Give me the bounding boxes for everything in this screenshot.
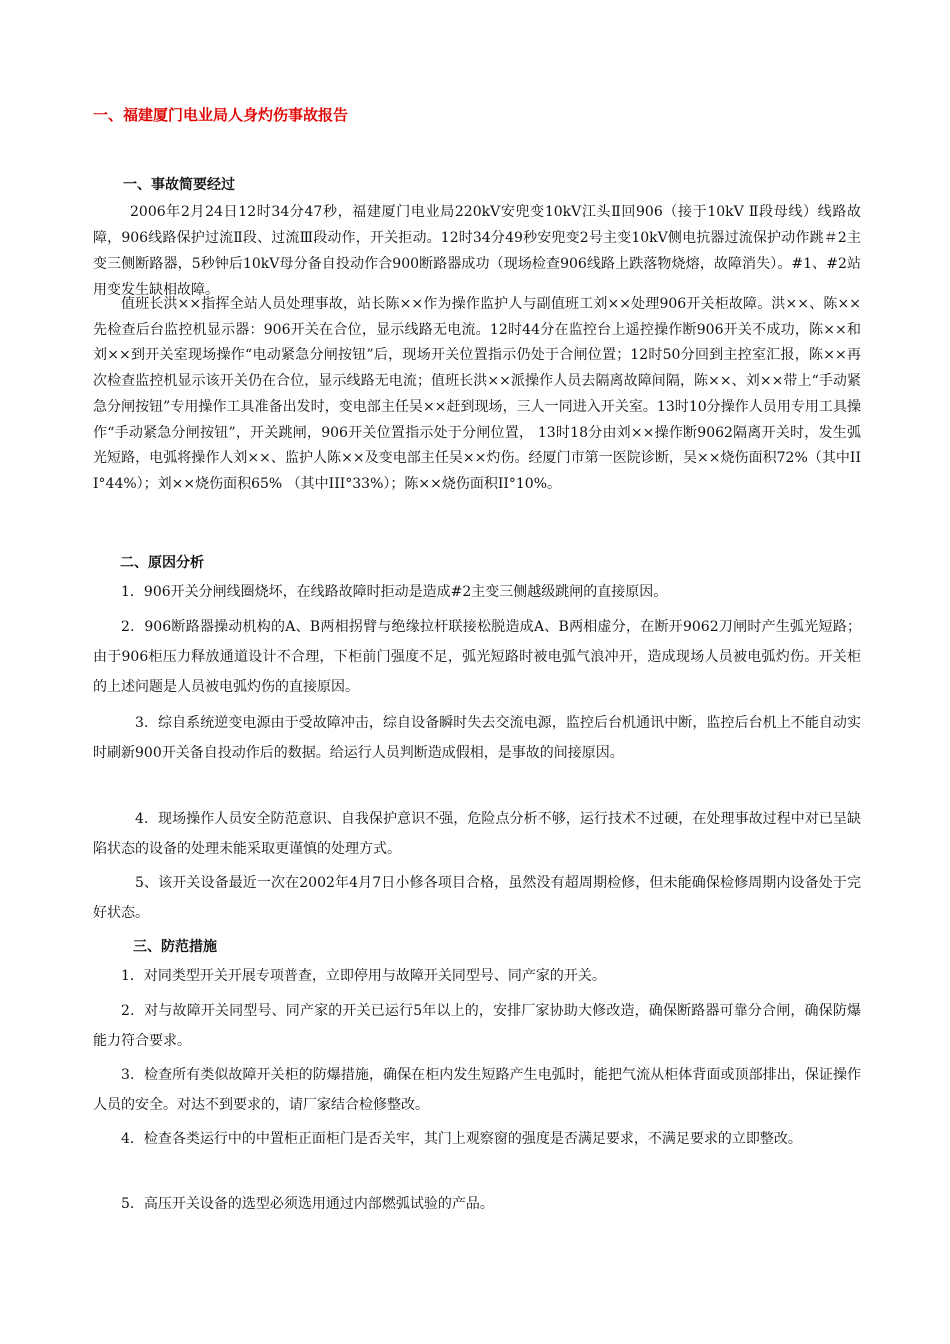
cause-item-2: 2．906断路器操动机构的A、B两相拐臂与绝缘拉杆联接松脱造成A、B两相虚分，在断开9062刀闸时产生弧光短路；由于906柜压力释放通道设计不合理，下柜前门强度不足，弧光短路时被电弧气浪冲开，造成现场人员被电弧灼伤。开关柜的上述问题是人员被电弧灼伤的直接原因。	[93, 619, 861, 695]
cause-item-5: 5、该开关设备最近一次在2002年4月7日小修各项目合格，虽然没有超周期检修，但未能确保检修周期内设备处于完好状态。	[93, 875, 861, 921]
course-paragraph-1: 2006年2月24日12时34分47秒，福建厦门电业局220kV安兜变10kV江头Ⅱ回906（接于10kV Ⅱ段母线）线路故障，906线路保护过流Ⅱ段、过流Ⅲ段动作，开关拒动。12时34分49秒安兜变2号主变10kV侧电抗器过流保护动作跳＃2主变三侧断路器，5秒钟后10kV母分备自投动作合900断路器成功（现场检查906线路上跌落物烧熔，故障消失）。#1、#2站用变发生缺相故障。	[93, 204, 861, 298]
measure-item-5: 5．高压开关设备的选型必须选用通过内部燃弧试验的产品。	[121, 1196, 494, 1212]
section-heading-measures: 三、防范措施	[133, 939, 217, 955]
section-heading-course: 一、事故简要经过	[123, 177, 235, 193]
course-paragraph-2: 值班长洪××指挥全站人员处理事故，站长陈××作为操作监护人与副值班工刘××处理906开关柜故障。洪××、陈××先检查后台监控机显示器：906开关在合位，显示线路无电流。12时44分在监控台上遥控操作断906开关不成功，陈××和刘××到开关室现场操作“电动紧急分闸按钮”后，现场开关位置指示仍处于合闸位置；12时50分回到主控室汇报，陈××再次检查监控机显示该开关仍在合位，显示线路无电流；值班长洪××派操作人员去隔离故障间隔，陈××、刘××带上“手动紧急分闸按钮”专用操作工具准备出发时，变电部主任吴××赶到现场，三人一同进入开关室。13时10分操作人员用专用工具操作“手动紧急分闸按钮”，开关跳闸，906开关位置指示处于分闸位置， 13时18分由刘××操作断9062隔离开关时，发生弧光短路，电弧将操作人刘××、监护人陈××及变电部主任吴××灼伤。经厦门市第一医院诊断，吴××烧伤面积72%（其中III°44%）；刘××烧伤面积65% （其中III°33%）；陈××烧伤面积II°10%。	[93, 296, 861, 492]
report-title: 一、福建厦门电业局人身灼伤事故报告	[93, 106, 349, 124]
cause-item-4: 4．现场操作人员安全防范意识、自我保护意识不强，危险点分析不够，运行技术不过硬，在处理事故过程中对已呈缺陷状态的设备的处理未能采取更谨慎的处理方式。	[93, 811, 861, 857]
cause-item-3: 3．综自系统逆变电源由于受故障冲击，综自设备瞬时失去交流电源，监控后台机通讯中断，监控后台机上不能自动实时刷新900开关备自投动作后的数据。给运行人员判断造成假相，是事故的间接原因。	[93, 715, 861, 761]
measure-item-2: 2．对与故障开关同型号、同产家的开关已运行5年以上的，安排厂家协助大修改造，确保断路器可靠分合闸，确保防爆能力符合要求。	[93, 1003, 861, 1049]
section-heading-causes: 二、原因分析	[120, 555, 204, 571]
cause-item-1: 1．906开关分闸线圈烧坏，在线路故障时拒动是造成#2主变三侧越级跳闸的直接原因。	[121, 584, 668, 600]
measure-item-3: 3．检查所有类似故障开关柜的防爆措施，确保在柜内发生短路产生电弧时，能把气流从柜体背面或顶部排出，保证操作人员的安全。对达不到要求的，请厂家结合检修整改。	[93, 1067, 861, 1113]
measure-item-1: 1．对同类型开关开展专项普查，立即停用与故障开关同型号、同产家的开关。	[121, 968, 606, 984]
measure-item-4: 4．检查各类运行中的中置柜正面柜门是否关牢，其门上观察窗的强度是否满足要求，不满足要求的立即整改。	[121, 1131, 802, 1147]
